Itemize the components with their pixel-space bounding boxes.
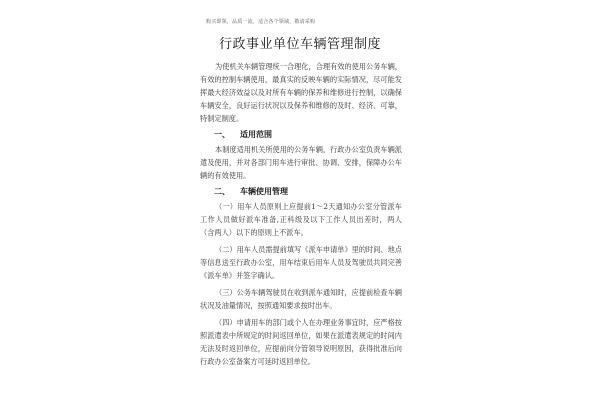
- document-body: [200, 60, 402, 372]
- scope-paragraph: 本制度适用机关所使用的公务车辆，行政办公室负责车辆派遣及使用，并对各部门用车进行审批、协调、安排，保障办公车辆的有效使用。: [200, 145, 402, 180]
- usage-paragraph-3: （三）公务车辆驾驶员在收到派车通知时，应提前检查车辆状况及油量情况，按照通知要求按时出车。: [200, 288, 402, 310]
- section-title: 车辆使用管理: [240, 187, 288, 196]
- section-number: 一、: [214, 130, 230, 139]
- section-heading-usage: [214, 186, 402, 197]
- usage-paragraph-1: （一）用车人员原则上应提前1～2天通知办公室分管派车工作人员做好派车准备,正科级及以下工作人员出差时，两人（含两人）以下的原则上不派车。: [200, 202, 402, 237]
- section-title: 适用范围: [240, 130, 272, 139]
- usage-paragraph-2: （二）用车人员需提前填写《派车申请单》里的时间、地点等信息送至行政办公室，用车结束后用车人员及驾驶员共同完善《派车单》并签字确认。: [200, 245, 402, 280]
- section-heading-scope: [214, 129, 402, 140]
- usage-paragraph-4: （四）申请用车的部门或个人在办理业务事宜时，应严格按照派遣表中所规定的时间返回单位，如果在派遣表规定的时间内无法及时返回单位，应提前向分管领导说明原因，获得批准后向行政办公室备案方可延时返回单位。: [200, 318, 402, 366]
- document-title: 行政事业单位车辆管理制度: [218, 37, 381, 52]
- header-note: 购买即领，品质一流，适合各个领域，敬请采购: [206, 19, 316, 25]
- section-number: 二、: [214, 187, 230, 196]
- intro-paragraph: 为使机关车辆管理统一合理化，合理有效的使用公务车辆，有效的控制车辆使用，最真实的反映车辆的实际情况，尽可能发挥最大经济效益以及对所有车辆的保养和维修进行控制，以确保车辆安全，良好运行状况以及保养和维修的及时、经济、可靠，特制定制度。: [200, 62, 402, 123]
